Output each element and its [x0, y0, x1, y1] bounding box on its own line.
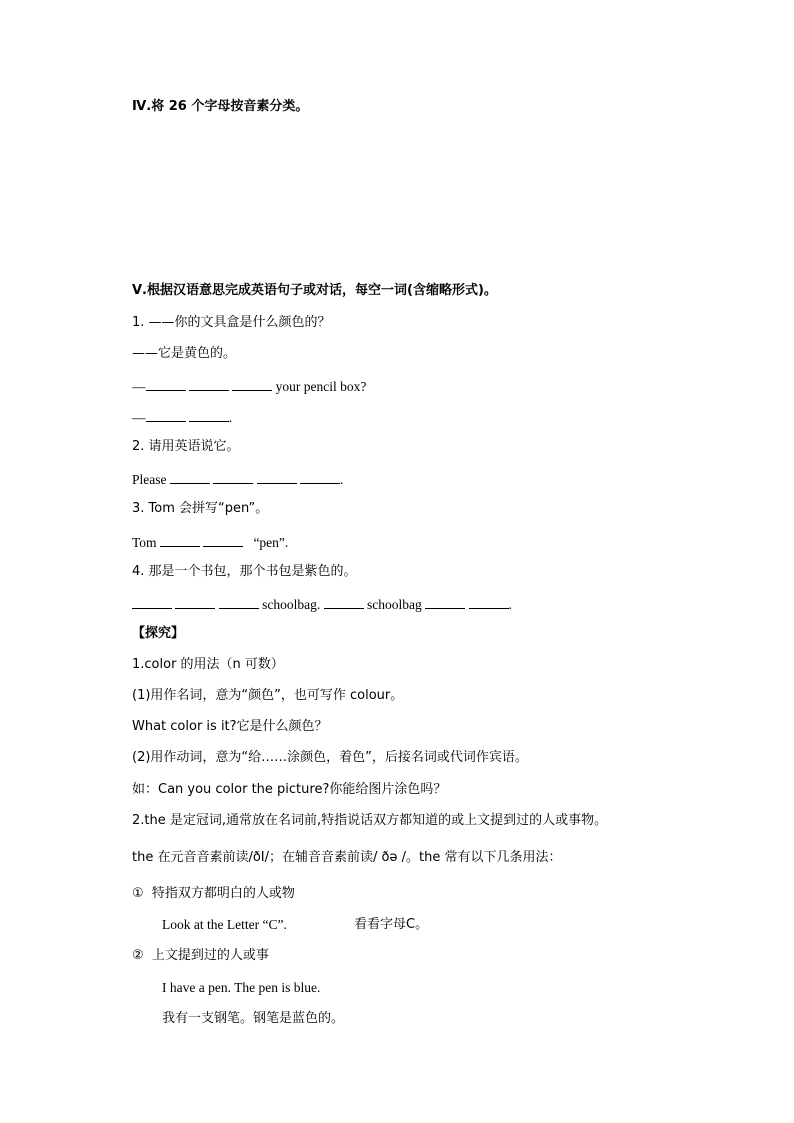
q1-english-line-2: — . — [132, 407, 232, 427]
q3-english-tail: “pen”. — [253, 535, 289, 550]
point-2-title: 2.the 是定冠词,通常放在名词前,特指说话双方都知道的或上文提到过的人或事物。 — [132, 813, 608, 828]
explore-heading: 【探究】 — [132, 626, 185, 641]
q2-english-head: Please — [132, 472, 167, 487]
answer-blank[interactable] — [160, 532, 200, 547]
point-2-pronunciation: the 在元音音素前读/ðI/；在辅音音素前读/ ðə /。the 常有以下几条用法： — [132, 850, 562, 865]
answer-blank[interactable] — [170, 469, 210, 484]
point-1-verb-example: 如：Can you color the picture?你能给图片涂色吗？ — [132, 782, 447, 797]
q1-english-tail: your pencil box? — [275, 379, 367, 394]
answer-blank[interactable] — [469, 594, 509, 609]
answer-blank[interactable] — [232, 376, 272, 391]
q4-chinese: 4. 那是一个书包，那个书包是紫色的。 — [132, 564, 357, 579]
usage-1-example-en: Look at the Letter “C”. — [162, 917, 287, 932]
q2-english — [132, 469, 343, 489]
q4-english — [132, 594, 512, 614]
answer-blank[interactable] — [146, 376, 186, 391]
answer-blank[interactable] — [203, 532, 243, 547]
answer-blank[interactable] — [175, 594, 215, 609]
q3-english-head: Tom — [132, 535, 157, 550]
q4-word-1: schoolbag. — [262, 597, 321, 612]
q1-chinese-line-1: 1. ——你的文具盒是什么颜色的？ — [132, 315, 331, 330]
q1-chinese-line-2: ——它是黄色的。 — [132, 346, 237, 361]
answer-blank[interactable] — [213, 469, 253, 484]
answer-blank[interactable] — [219, 594, 259, 609]
usage-2-example-cn: 我有一支钢笔。钢笔是蓝色的。 — [162, 1011, 345, 1026]
usage-1: ① 特指双方都明白的人或物 — [132, 886, 295, 901]
q1-english-line-2-tail: . — [228, 410, 233, 425]
point-1-verb: (2)用作动词，意为“给……涂颜色，着色”，后接名词或代词作宾语。 — [132, 750, 528, 765]
answer-blank[interactable] — [300, 469, 340, 484]
q4-english-tail: . — [508, 597, 512, 612]
answer-blank[interactable] — [146, 407, 186, 422]
answer-blank[interactable] — [257, 469, 297, 484]
usage-2: ② 上文提到过的人或事 — [132, 948, 269, 963]
q3-english — [132, 532, 288, 552]
usage-2-example-en: I have a pen. The pen is blue. — [162, 980, 321, 995]
point-1-title: 1.color 的用法（n 可数） — [132, 657, 284, 672]
section-5-title: Ⅴ.根据汉语意思完成英语句子或对话，每空一词(含缩略形式)。 — [132, 283, 497, 298]
answer-blank[interactable] — [189, 407, 229, 422]
answer-blank[interactable] — [425, 594, 465, 609]
point-1-noun: (1)用作名词，意为“颜色”，也可写作 colour。 — [132, 688, 404, 703]
q2-english-tail: . — [340, 472, 344, 487]
q4-word-2: schoolbag — [367, 597, 422, 612]
section-4-title: Ⅳ.将 26 个字母按音素分类。 — [132, 99, 309, 114]
q2-chinese: 2. 请用英语说它。 — [132, 439, 240, 454]
answer-blank[interactable] — [189, 376, 229, 391]
q1-english-line-1: — your pencil box? — [132, 376, 366, 396]
usage-1-example-cn: 看看字母C。 — [354, 917, 429, 932]
answer-blank[interactable] — [324, 594, 364, 609]
q3-chinese: 3. Tom 会拼写“pen”。 — [132, 501, 269, 516]
point-1-noun-example: What color is it?它是什么颜色？ — [132, 719, 328, 734]
answer-blank[interactable] — [132, 594, 172, 609]
